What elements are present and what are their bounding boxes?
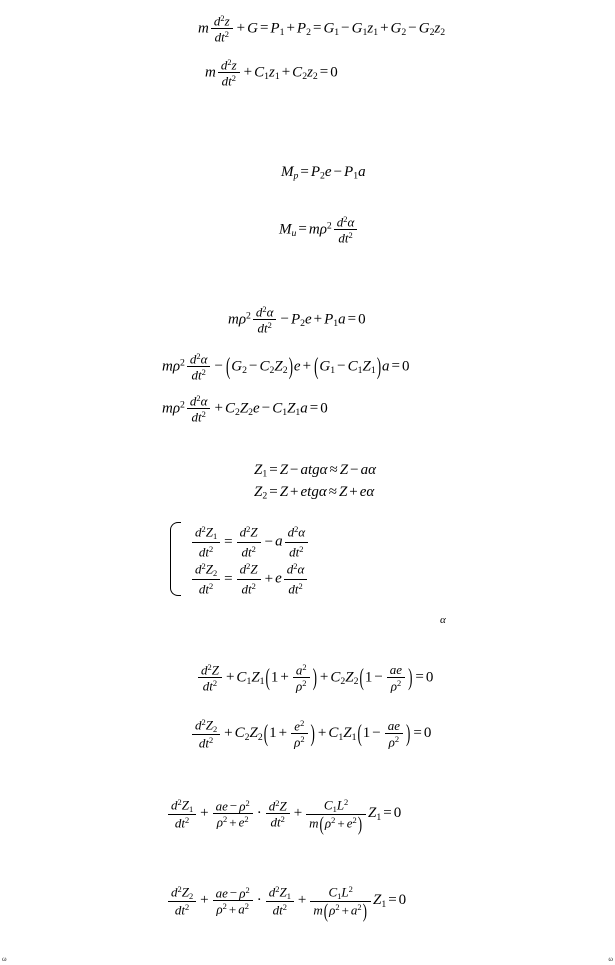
- equation-system-line-2: $\frac{d^2Z_2}{dt^2}$ = $\frac{d^2Z}{dt^2}$ + e $\frac{d^2\alpha}{dt^2}$: [190, 561, 309, 597]
- equation-rotational-equilibrium: $m\rho^2$ $\frac{d^2\alpha}{dt^2}$ − $P_2e + P_1a = 0$: [228, 304, 366, 336]
- equation-coupled-1: $\frac{d^2Z}{dt^2}$ + $C_1Z_1(1$ + $\frac{a^2}{\rho^2}$ ) + $C_2Z_2(1$ − $\frac{ae}{\rho^2}$ ) = 0: [196, 663, 433, 693]
- equation-translational-equilibrium: m $\frac{d^2z}{dt^2}$ + $G = P_1 + P_2 = G_1 - G_1z_1 + G_2 - G_2z_2$: [198, 13, 446, 45]
- corner-mark-right: ω: [608, 955, 613, 963]
- stray-alpha-mark: α: [440, 614, 446, 626]
- equation-translational-reduced: m $\frac{d^2z}{dt^2}$ + $C_1z_1 + C_2z_2 = 0$: [205, 57, 338, 89]
- equation-final-1: $\frac{d^2Z_1}{dt^2}$ + $\frac{ae - \rho^2}{\rho^2 + e^2}$ · $\frac{d^2Z}{dt^2}$ + $\frac{C_1L^2}{m(\rho^2 + e^2)}$ $Z_1 = 0$: [166, 798, 401, 830]
- equation-final-2: $\frac{d^2Z_2}{dt^2}$ + $\frac{ae - \rho^2}{\rho^2 + a^2}$ · $\frac{d^2Z_1}{dt^2}$ + $\frac{C_1L^2}{m(\rho^2 + a^2)}$ $Z_1 = 0$: [166, 885, 406, 917]
- equation-system-line-1: $\frac{d^2Z_1}{dt^2}$ = $\frac{d^2Z}{dt^2}$ − a $\frac{d^2\alpha}{dt^2}$: [190, 524, 310, 560]
- corner-mark-left: ω: [2, 955, 7, 963]
- system-brace: [170, 522, 181, 596]
- equation-rotational-expanded: $m\rho^2$ $\frac{d^2\alpha}{dt^2}$ − $(G_2 - C_2Z_2)e + (G_1 - C_1Z_1)a = 0$: [162, 351, 410, 383]
- equation-rotational-reduced: $m\rho^2$ $\frac{d^2\alpha}{dt^2}$ + $C_2Z_2e - C_1Z_1a = 0$: [162, 393, 328, 425]
- equation-coupled-2: $\frac{d^2Z_2}{dt^2}$ + $C_2Z_2(1$ + $\frac{e^2}{\rho^2}$ ) + $C_1Z_1(1$ − $\frac{ae}{\rho^2}$ ) = 0: [190, 718, 431, 750]
- equation-inertial-moment: $M_u = m\rho^2$ $\frac{d^2\alpha}{dt^2}$: [279, 215, 359, 245]
- equation-z1-substitution: $Z_1 = Z - atg\alpha \approx Z - a\alpha$: [254, 462, 376, 480]
- equation-moment-definition: $M_p = P_2e - P_1a$: [281, 164, 366, 182]
- equation-z2-substitution: $Z_2 = Z + etg\alpha \approx Z + e\alpha$: [254, 484, 375, 502]
